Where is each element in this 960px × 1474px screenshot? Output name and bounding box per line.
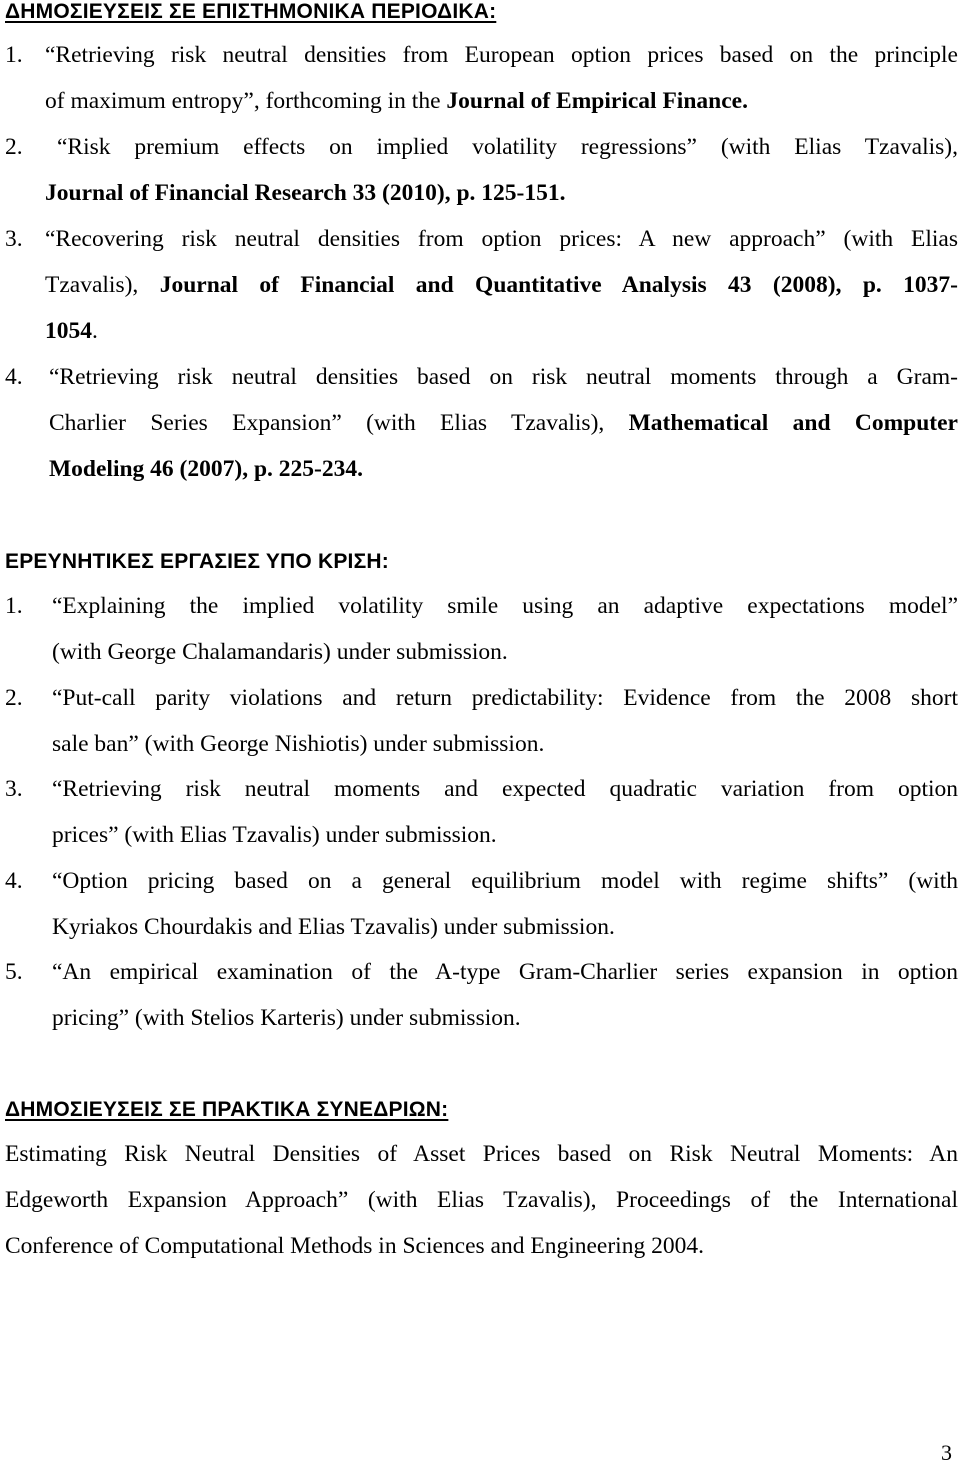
item-text: of maximum entropy”, forthcoming in the Journal of Empirical Finance. xyxy=(45,88,748,114)
item-text: “Retrieving risk neutral densities from European option prices based on the principle xyxy=(45,42,958,68)
item-number: 3. xyxy=(5,776,23,802)
item-text: Estimating Risk Neutral Densities of Asset Prices based on Risk Neutral Moments: An xyxy=(5,1141,958,1167)
item-text: Charlier Series Expansion” (with Elias Tzavalis), Mathematical and Computer xyxy=(49,410,958,436)
item-text: “Put-call parity violations and return predictability: Evidence from the 2008 short xyxy=(52,685,958,711)
item-text: (with George Chalamandaris) under submission. xyxy=(52,639,508,665)
journal-name: Modeling 46 (2007), p. 225-234. xyxy=(49,456,363,482)
item-text: “Recovering risk neutral densities from option prices: A new approach” (with Elias xyxy=(45,226,958,252)
item-number: 1. xyxy=(5,42,23,68)
item-text: Conference of Computational Methods in Sciences and Engineering 2004. xyxy=(5,1233,704,1259)
item-text: 1054. xyxy=(45,318,98,344)
item-number: 4. xyxy=(5,364,23,390)
item-text: “Retrieving risk neutral moments and expected quadratic variation from option xyxy=(52,776,958,802)
item-number: 5. xyxy=(5,959,23,985)
section-heading-journals: ΔΗΜΟΣΙΕΥΣΕΙΣ ΣΕ ΕΠΙΣΤΗΜΟΝΙΚΑ ΠΕΡΙΟΔΙΚΑ: xyxy=(5,0,497,23)
item-text xyxy=(45,178,565,208)
item-text: “Option pricing based on a general equilibrium model with regime shifts” (with xyxy=(52,868,958,894)
item-text: prices” (with Elias Tzavalis) under submission. xyxy=(52,822,497,848)
item-number: 1. xyxy=(5,593,23,619)
item-number: 2. xyxy=(5,685,23,711)
item-text: sale ban” (with George Nishiotis) under submission. xyxy=(52,731,545,757)
journal-name: Mathematical and Computer xyxy=(628,410,958,436)
item-text: “Risk premium effects on implied volatility regressions” (with Elias Tzavalis), xyxy=(57,134,958,160)
item-text: Tzavalis), Journal of Financial and Quantitative Analysis 43 (2008), p. 1037- xyxy=(45,272,958,298)
item-text: “Explaining the implied volatility smile using an adaptive expectations model” xyxy=(52,593,958,619)
page-number: 3 xyxy=(941,1440,952,1465)
item-text: Edgeworth Expansion Approach” (with Elias Tzavalis), Proceedings of the International xyxy=(5,1187,958,1213)
item-number: 2. xyxy=(5,134,23,160)
item-number: 3. xyxy=(5,226,23,252)
journal-name: Journal of Empirical Finance. xyxy=(446,88,748,114)
section-heading-conference: ΔΗΜΟΣΙΕΥΣΕΙΣ ΣΕ ΠΡΑΚΤΙΚΑ ΣΥΝΕΔΡΙΩΝ: xyxy=(5,1098,449,1121)
item-text: pricing” (with Stelios Karteris) under submission. xyxy=(52,1005,521,1031)
item-text: “Retrieving risk neutral densities based on risk neutral moments through a Gram- xyxy=(49,364,958,390)
section-heading-working-papers: ΕΡΕΥΝΗΤΙΚΕΣ ΕΡΓΑΣΙΕΣ ΥΠΟ ΚΡΙΣΗ: xyxy=(5,550,389,573)
item-number: 4. xyxy=(5,868,23,894)
journal-name: Journal of Financial and Quantitative Analysis 43 (2008), p. 1037- xyxy=(159,272,958,298)
item-text: “An empirical examination of the A-type Gram-Charlier series expansion in option xyxy=(52,959,958,985)
journal-name: Journal of Financial Research 33 (2010), p. 125-151. xyxy=(45,180,566,206)
item-text: Kyriakos Chourdakis and Elias Tzavalis) under submission. xyxy=(52,914,615,940)
item-text xyxy=(49,454,363,484)
